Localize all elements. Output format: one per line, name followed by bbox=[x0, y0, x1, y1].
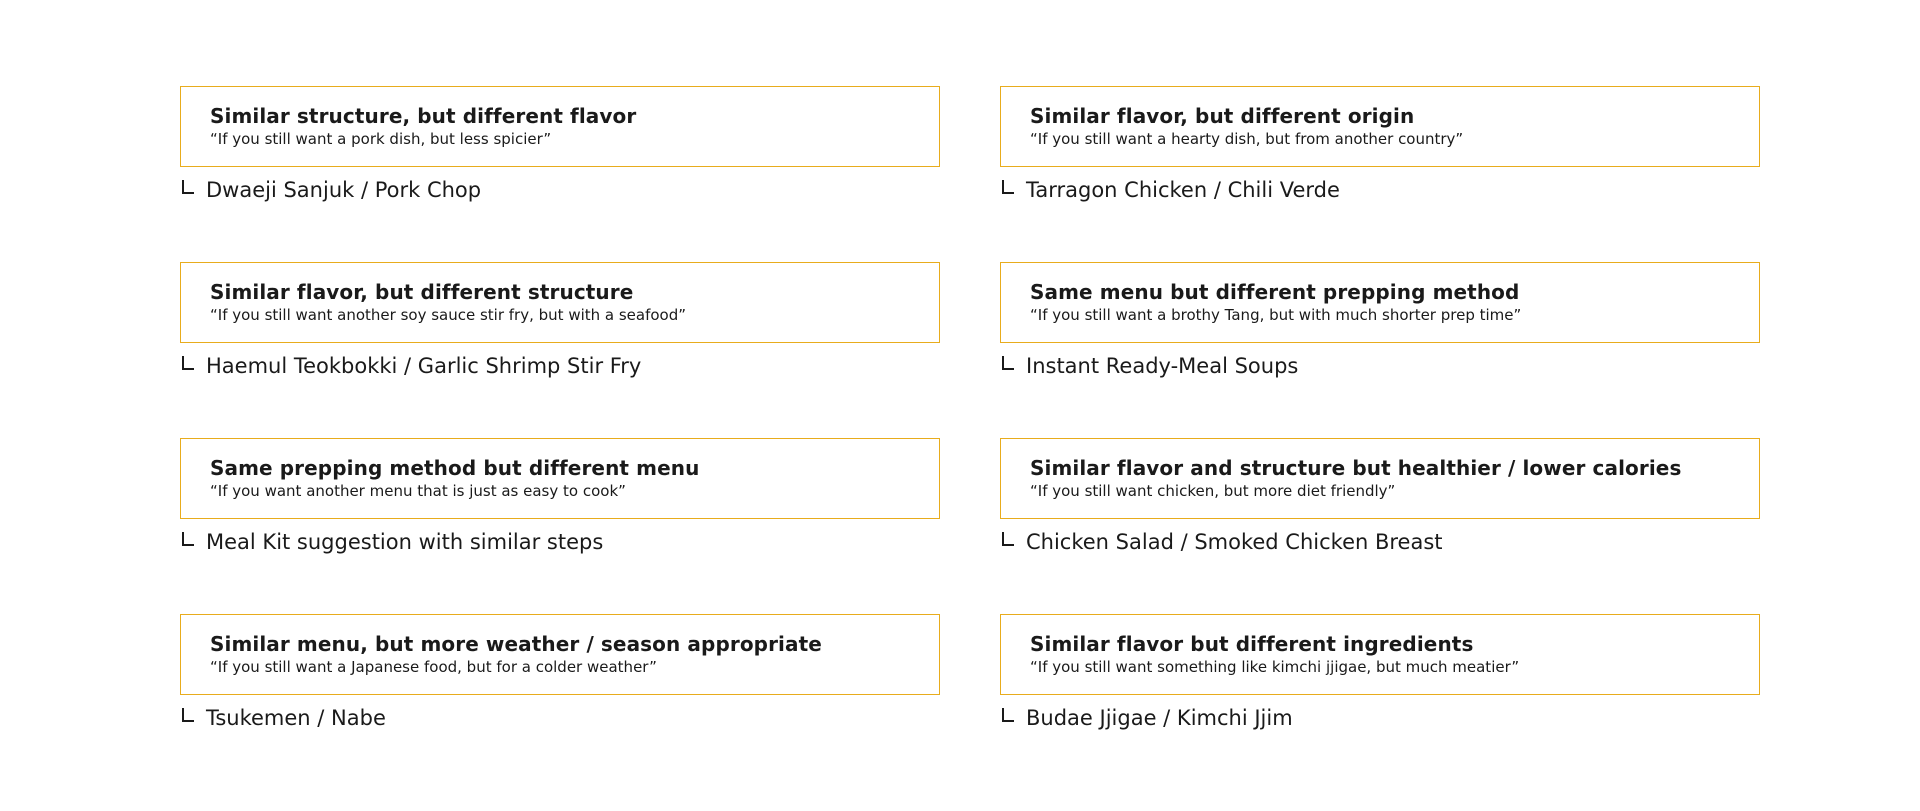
category-title: Similar structure, but different flavor bbox=[210, 104, 637, 128]
category-title: Similar flavor, but different structure bbox=[210, 280, 634, 304]
corner-arrow-icon bbox=[182, 180, 194, 194]
corner-arrow-icon bbox=[182, 532, 194, 546]
category-title: Similar flavor, but different origin bbox=[1030, 104, 1415, 128]
category-box bbox=[1000, 614, 1760, 695]
category-title: Same menu but different prepping method bbox=[1030, 280, 1520, 304]
result-row bbox=[180, 704, 940, 736]
category-box bbox=[1000, 262, 1760, 343]
corner-arrow-icon bbox=[1002, 356, 1014, 370]
corner-arrow-icon bbox=[1002, 532, 1014, 546]
result-text: Budae Jjigae / Kimchi Jjim bbox=[1026, 706, 1293, 730]
category-box bbox=[180, 438, 940, 519]
result-row bbox=[1000, 352, 1760, 384]
recommendation-card bbox=[180, 86, 940, 218]
result-row bbox=[180, 176, 940, 208]
category-box bbox=[180, 262, 940, 343]
recommendation-grid bbox=[180, 86, 1760, 746]
category-quote: “If you still want a pork dish, but less spicier” bbox=[210, 130, 552, 148]
result-row bbox=[1000, 176, 1760, 208]
recommendation-card bbox=[1000, 86, 1760, 218]
category-quote: “If you still want something like kimchi jjigae, but much meatier” bbox=[1030, 658, 1520, 676]
category-box bbox=[1000, 86, 1760, 167]
result-row bbox=[1000, 704, 1760, 736]
result-text: Tsukemen / Nabe bbox=[206, 706, 386, 730]
recommendation-card bbox=[1000, 438, 1760, 570]
category-quote: “If you still want a Japanese food, but for a colder weather” bbox=[210, 658, 657, 676]
category-box bbox=[1000, 438, 1760, 519]
category-title: Similar flavor but different ingredients bbox=[1030, 632, 1474, 656]
corner-arrow-icon bbox=[182, 356, 194, 370]
category-quote: “If you want another menu that is just as easy to cook” bbox=[210, 482, 626, 500]
result-text: Chicken Salad / Smoked Chicken Breast bbox=[1026, 530, 1443, 554]
category-title: Similar flavor and structure but healthier / lower calories bbox=[1030, 456, 1682, 480]
recommendation-card bbox=[1000, 262, 1760, 394]
category-quote: “If you still want chicken, but more diet friendly” bbox=[1030, 482, 1396, 500]
corner-arrow-icon bbox=[1002, 708, 1014, 722]
category-title: Same prepping method but different menu bbox=[210, 456, 700, 480]
result-text: Tarragon Chicken / Chili Verde bbox=[1026, 178, 1340, 202]
category-box bbox=[180, 86, 940, 167]
result-row bbox=[1000, 528, 1760, 560]
category-box bbox=[180, 614, 940, 695]
result-text: Dwaeji Sanjuk / Pork Chop bbox=[206, 178, 482, 202]
recommendation-card bbox=[180, 438, 940, 570]
result-text: Meal Kit suggestion with similar steps bbox=[206, 530, 604, 554]
result-text: Instant Ready-Meal Soups bbox=[1026, 354, 1299, 378]
result-text: Haemul Teokbokki / Garlic Shrimp Stir Fry bbox=[206, 354, 642, 378]
result-row bbox=[180, 352, 940, 384]
corner-arrow-icon bbox=[182, 708, 194, 722]
category-quote: “If you still want a brothy Tang, but with much shorter prep time” bbox=[1030, 306, 1522, 324]
category-quote: “If you still want a hearty dish, but from another country” bbox=[1030, 130, 1464, 148]
category-title: Similar menu, but more weather / season appropriate bbox=[210, 632, 822, 656]
recommendation-card bbox=[180, 262, 940, 394]
recommendation-card bbox=[180, 614, 940, 746]
corner-arrow-icon bbox=[1002, 180, 1014, 194]
result-row bbox=[180, 528, 940, 560]
recommendation-card bbox=[1000, 614, 1760, 746]
category-quote: “If you still want another soy sauce stir fry, but with a seafood” bbox=[210, 306, 687, 324]
